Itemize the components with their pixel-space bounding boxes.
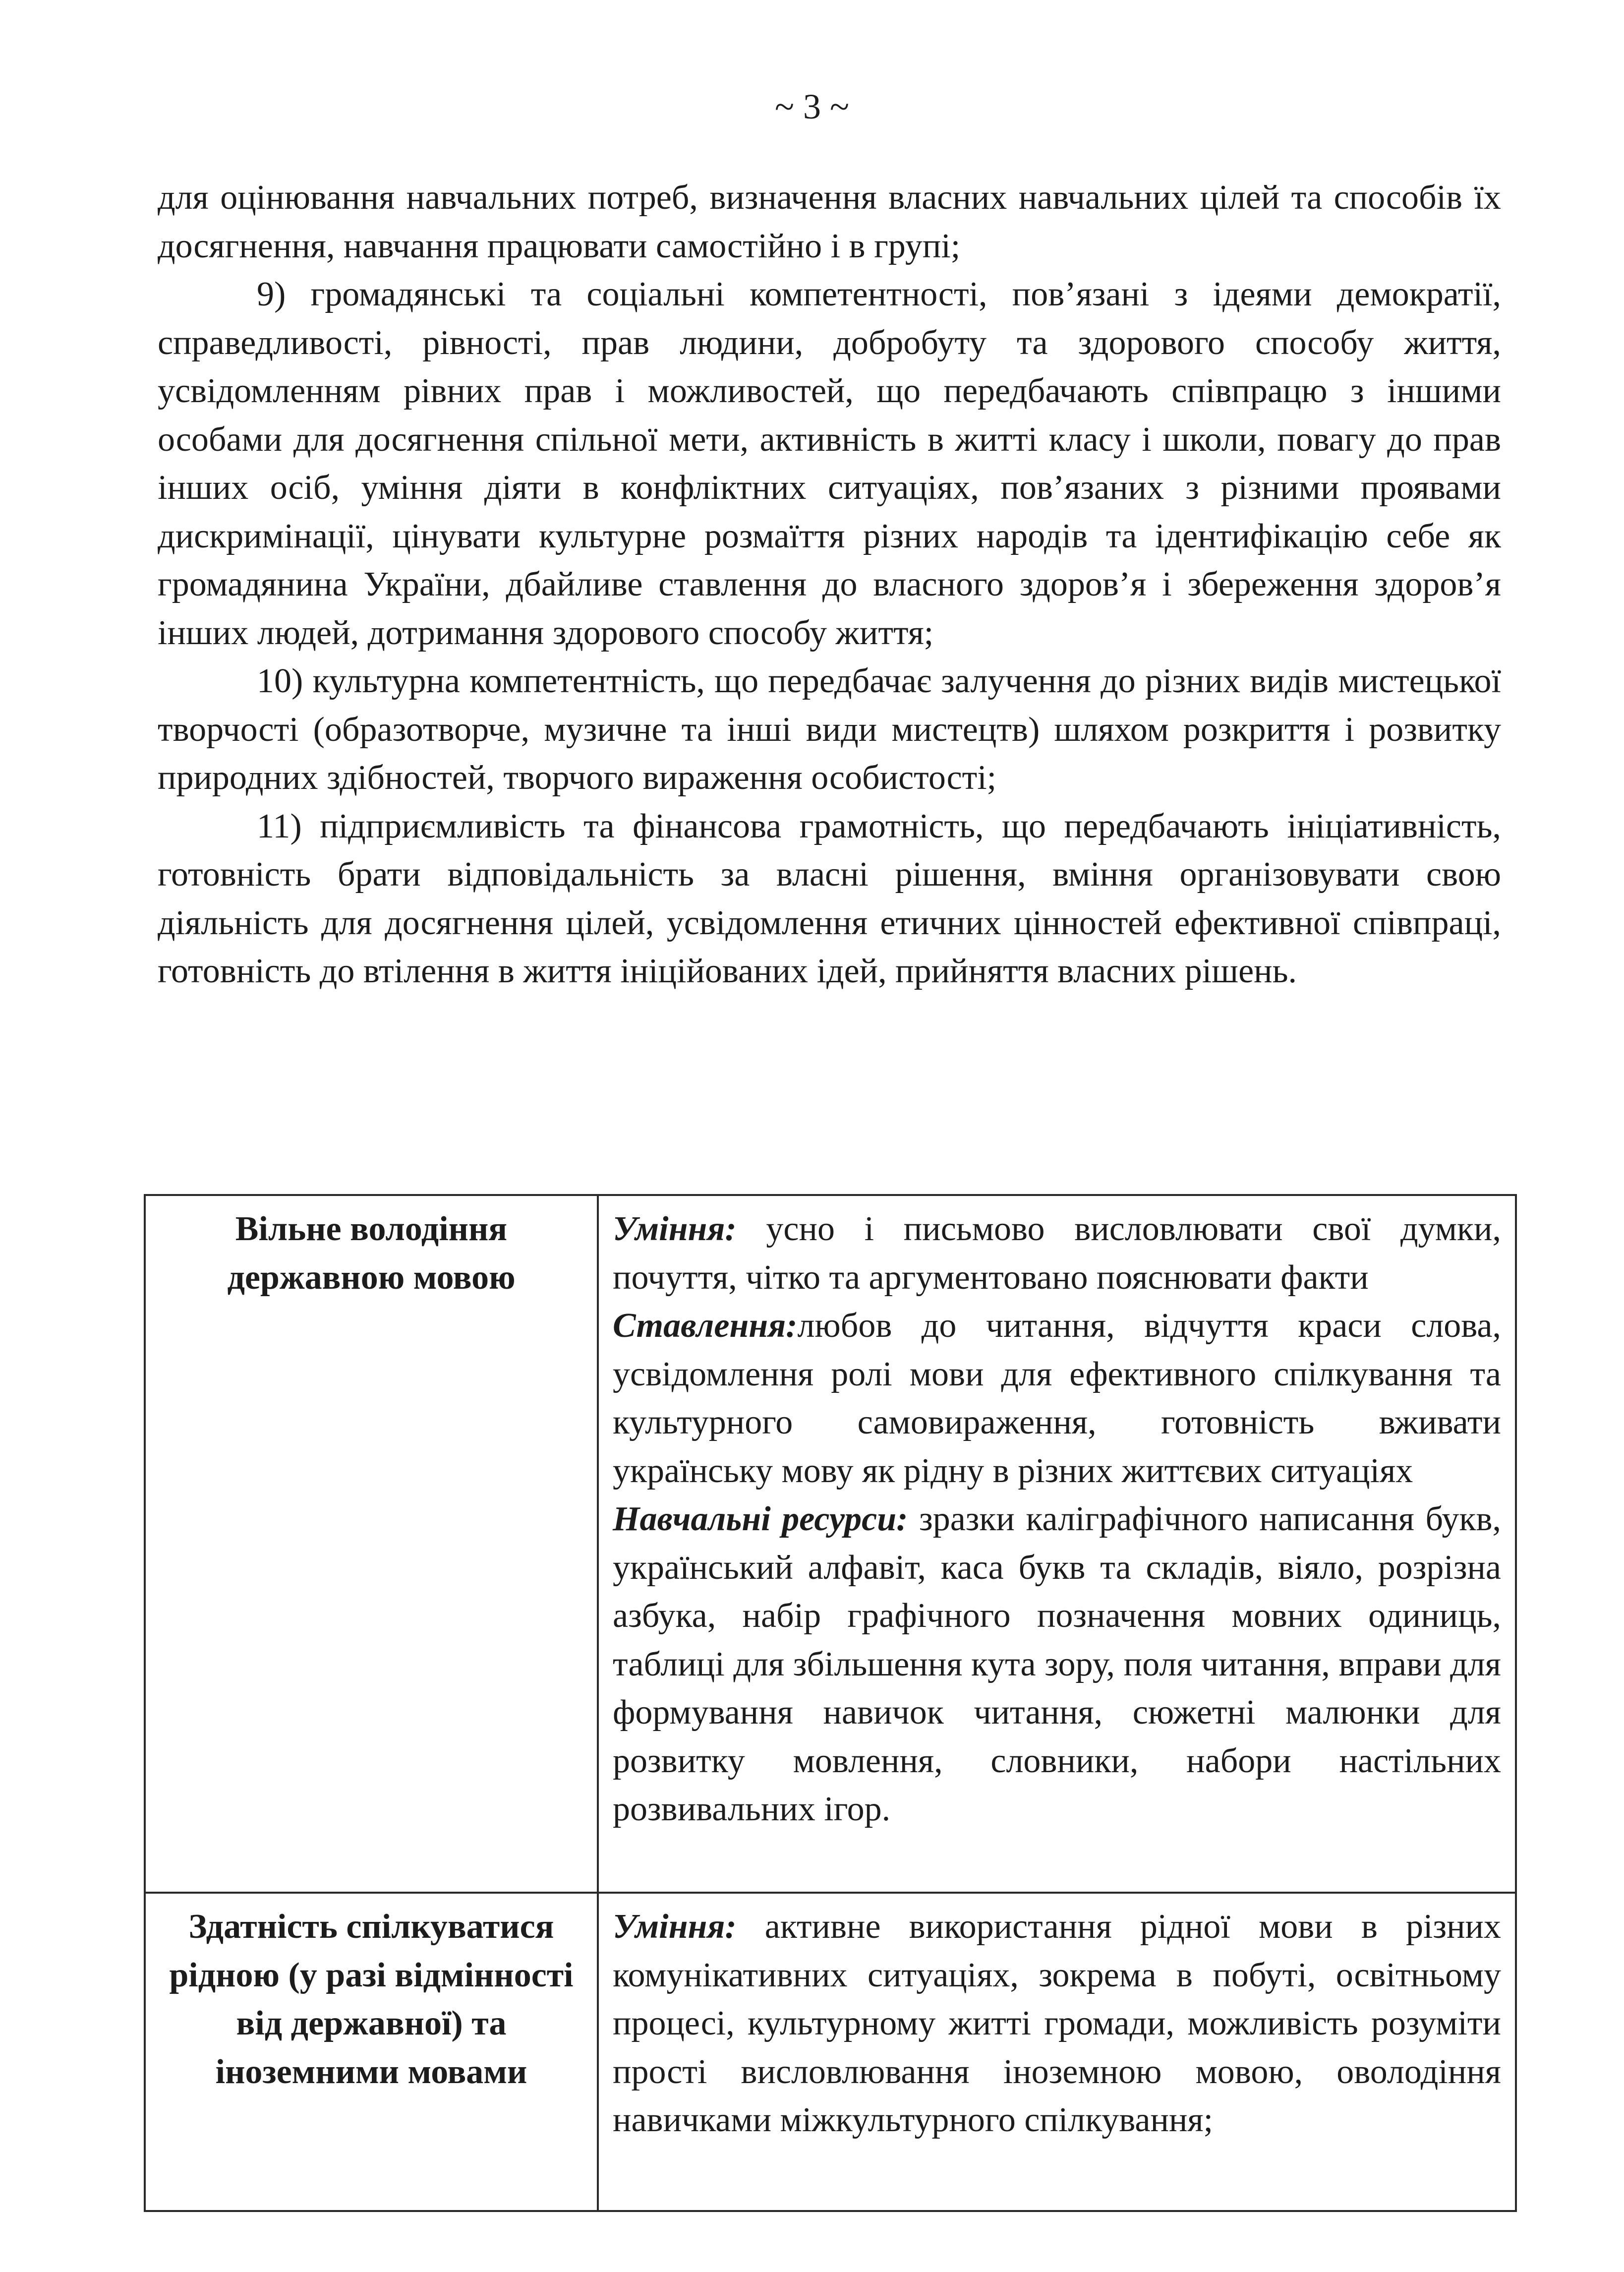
resources-label: Навчальні ресурси: bbox=[613, 1500, 908, 1538]
attitude-label: Ставлення: bbox=[613, 1307, 798, 1345]
competence-name: Вільне володіння державною мовою bbox=[227, 1210, 516, 1297]
competence-content-cell bbox=[598, 1195, 1516, 1893]
skills-label: Уміння: bbox=[613, 1210, 737, 1248]
skills-block bbox=[613, 1205, 1501, 1302]
body-text bbox=[158, 174, 1501, 996]
paragraph-continuation: для оцінювання навчальних потреб, визначення власних навчальних цілей та способів їх досягнення, навчання працювати самостійно і в групі; bbox=[158, 179, 1501, 265]
skills-text: усно і письмово висловлювати свої думки, почуття, чітко та аргументовано пояснювати факти bbox=[613, 1210, 1501, 1297]
competence-content-cell bbox=[598, 1893, 1516, 2211]
skills-text: активне використання рідної мови в різних комунікативних ситуаціях, зокрема в побуті, освітньому процесі, культурному житті громади, можливість розуміти прості висловлювання іноземною мовою, оволодіння навичками міжкультурного спілкування; bbox=[613, 1908, 1501, 2139]
resources-block bbox=[613, 1495, 1501, 1834]
competence-name-cell bbox=[145, 1195, 598, 1893]
competence-name-cell bbox=[145, 1893, 598, 2211]
table-row bbox=[145, 1195, 1516, 1893]
skills-block bbox=[613, 1903, 1501, 2145]
resources-text: зразки каліграфічного написання букв, український алфавіт, каса букв та складів, віяло, розрізна азбука, набір графічного позначення мовних одиниць, таблиці для збільшення кута зору, поля читання, вправи для формування навичок читання, сюжетні малюнки для розвитку мовлення, словники, набори настільних розвивальних ігор. bbox=[613, 1500, 1501, 1828]
skills-label: Уміння: bbox=[613, 1908, 737, 1946]
competence-name: Здатність спілкуватися рідною (у разі відмінності від державної) та іноземними мовами bbox=[169, 1908, 574, 2091]
competence-table bbox=[144, 1194, 1517, 2212]
paragraph-cultural-competence: 10) культурна компетентність, що передбачає залучення до різних видів мистецької творчості (образотворче, музичне та інші види мистецтв) шляхом розкриття і розвитку природних здібностей, творчого вираження особистості; bbox=[158, 662, 1501, 797]
page-number: ~ 3 ~ bbox=[775, 87, 849, 126]
attitude-block bbox=[613, 1302, 1501, 1495]
attitude-text: любов до читання, відчуття краси слова, усвідомлення ролі мови для ефективного спілкування та культурного самовираження, готовність вживати українську мову як рідну в різних життєвих ситуаціях bbox=[613, 1307, 1501, 1490]
paragraph-entrepreneurship: 11) підприємливість та фінансова грамотність, що передбачають ініціативність, готовність брати відповідальність за власні рішення, вміння організовувати свою діяльність для досягнення цілей, усвідомлення етичних цінностей ефективної співпраці, готовність до втілення в життя ініційованих ідей, прийняття власних рішень. bbox=[158, 807, 1501, 990]
table-row bbox=[145, 1893, 1516, 2211]
paragraph-civic-competence: 9) громадянські та соціальні компетентності, пов’язані з ідеями демократії, справедливості, рівності, прав людини, добробуту та здорового способу життя, усвідомленням рівних прав і можливостей, що передбачають співпрацю з іншими особами для досягнення спільної мети, активність в житті класу і школи, повагу до прав інших осіб, уміння діяти в конфліктних ситуаціях, пов’язаних з різними проявами дискримінації, цінувати культурне розмаїття різних народів та ідентифікацію себе як громадянина України, дбайливе ставлення до власного здоров’я і збереження здоров’я інших людей, дотримання здорового способу життя; bbox=[158, 275, 1501, 652]
